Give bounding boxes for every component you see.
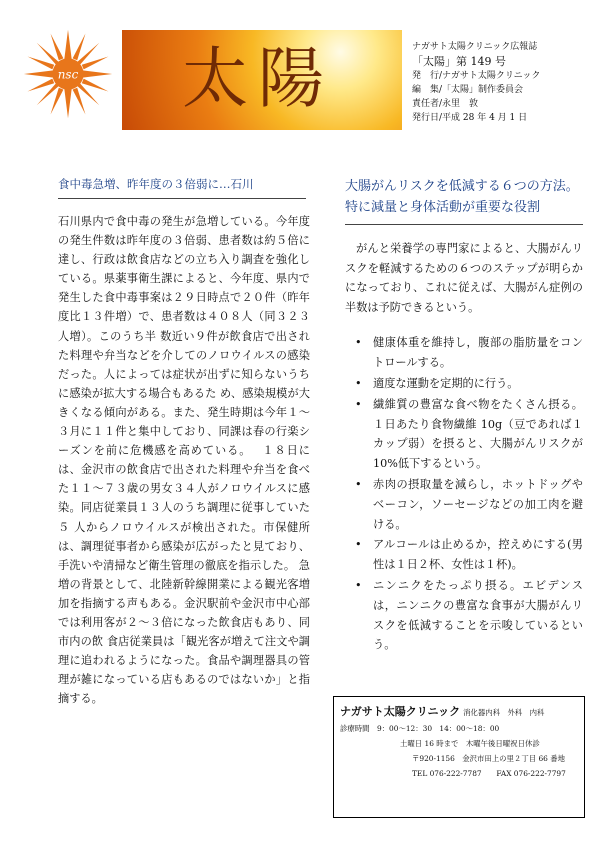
masthead	[412, 40, 598, 125]
masthead-editor: 編 集/「太陽」制作委員会	[412, 85, 524, 95]
colon-cancer-article	[345, 176, 583, 656]
list-item	[345, 395, 583, 474]
bullet-icon: •	[355, 376, 362, 390]
masthead-publisher: 発 行/ナガサト太陽クリニック	[412, 71, 541, 81]
bullet-icon: •	[355, 538, 362, 552]
clinic-info-box	[333, 696, 585, 818]
list-item	[345, 475, 583, 534]
list-item-text: ニンニクをたっぷり摂る。エビデンスは，ニンニクの豊富な食事が大腸がんリスクを低減することを示唆しているという。	[373, 578, 583, 652]
left-article-body: 石川県内で食中毒の発生が急増している。今年度の発生件数は昨年度の３倍弱、患者数は約５倍に達し、行政は飲食店などの立ち入り調査を強化している。県薬事衛生課によると、今年度、県内で発生した食中毒事案は２９日時点で２０件（昨年度比１３件増）で、患者数は４０８人（同３２３人増）。このうち半 数近い９件が飲食店で出された料理や弁当などを介してのノロウイルスの感染だった。人によっては症状が出ずに知らないうちに感染が拡大する場合もあるた め、感染規模が大きくなる傾向がある。また、発生時期は今年１～３月に１１件と集中しており、同課は春の行楽シーズンを前に危機感を高めている。 １８日には、金沢市の飲食店で出された料理や弁当を食べた１１～７３歳の男女３４人がノロウイルスに感染。同店従業員１３人のうち調理に従事していた５ 人からノロウイルスが検出された。市保健所は、調理従事者から感染が広がったと見ており、手洗いや清掃など衛生管理の徹底を指示した。 急増の背景として、北陸新幹線開業による観光客増加を指摘する声もある。金沢駅前や金沢市中心部では利用客が２～３倍になった飲食店もあり、同市内の飲 食店従業員は「観光客が増えて注文や調理に追われるようになった。食品や調理器具の管理が雑になっている店もあるのではないか」と指摘する。	[58, 215, 310, 706]
left-headline: 食中毒急増、昨年度の３倍弱に…石川	[58, 177, 254, 191]
bullet-icon: •	[355, 397, 362, 411]
bullet-icon: •	[355, 477, 362, 491]
clinic-name-row	[340, 703, 578, 719]
clinic-address: 〒920-1156 金沢市田上の里２丁目 66 番地	[412, 754, 565, 763]
food-poisoning-article	[58, 176, 310, 708]
list-item-text: 適度な運動を定期的に行う。	[373, 376, 519, 390]
clinic-hours: 診療時間 9：00～12：30 14：00～18：00	[340, 724, 500, 733]
masthead-publication: ナガサト太陽クリニック広報誌	[412, 42, 538, 52]
bullet-icon: •	[355, 578, 362, 592]
list-item	[345, 374, 583, 394]
clinic-contact: TEL 076-222-7787 FAX 076-222-7797	[412, 769, 566, 778]
left-headline-rule	[58, 198, 306, 199]
list-item-text: アルコールは止めるか，控えめにする(男性は１日２杯、女性は１杯)。	[373, 538, 583, 572]
list-item-text: 健康体重を維持し，腹部の脂肪量をコントロールする。	[373, 336, 583, 370]
right-headline-rule	[345, 224, 583, 225]
logo-text: nsc	[57, 67, 79, 82]
title-banner	[122, 30, 402, 130]
masthead-responsible: 責任者/永里 敦	[412, 99, 479, 109]
right-headline: 大腸がんリスクを低減する６つの方法。特に減量と身体活動が重要な役割	[345, 179, 579, 215]
right-article-intro: がんと栄養学の専門家によると、大腸がんリスクを軽減するための６つのステップが明らかになっており、これに従えば、大腸がん症例の半数は予防できるという。	[345, 242, 583, 314]
list-item	[345, 333, 583, 373]
bullet-icon: •	[355, 336, 362, 350]
prevention-steps-list	[345, 333, 583, 655]
list-item-text: 繊維質の豊富な食べ物をたくさん摂る。１日あたり食物繊維 10g（豆であれば１カップ弱）を摂ると、大腸がんリスクが 10%低下するという。	[373, 397, 583, 471]
list-item	[345, 576, 583, 655]
sun-logo-icon	[22, 28, 114, 120]
clinic-closed-days: 土曜日 16 時まで 木曜午後日曜祝日休診	[400, 739, 540, 748]
clinic-departments: 消化器内科 外科 内科	[463, 708, 545, 717]
clinic-name: ナガサト太陽クリニック	[340, 705, 461, 718]
masthead-issue: 「太陽」第 149 号	[412, 55, 506, 68]
masthead-date: 発行日/平成 28 年 4 月 1 日	[412, 113, 528, 123]
list-item	[345, 535, 583, 575]
list-item-text: 赤肉の摂取量を減らし，ホットドッグやベーコン，ソーセージなどの加工肉を避ける。	[373, 477, 583, 531]
banner-title: 太陽	[182, 40, 334, 117]
